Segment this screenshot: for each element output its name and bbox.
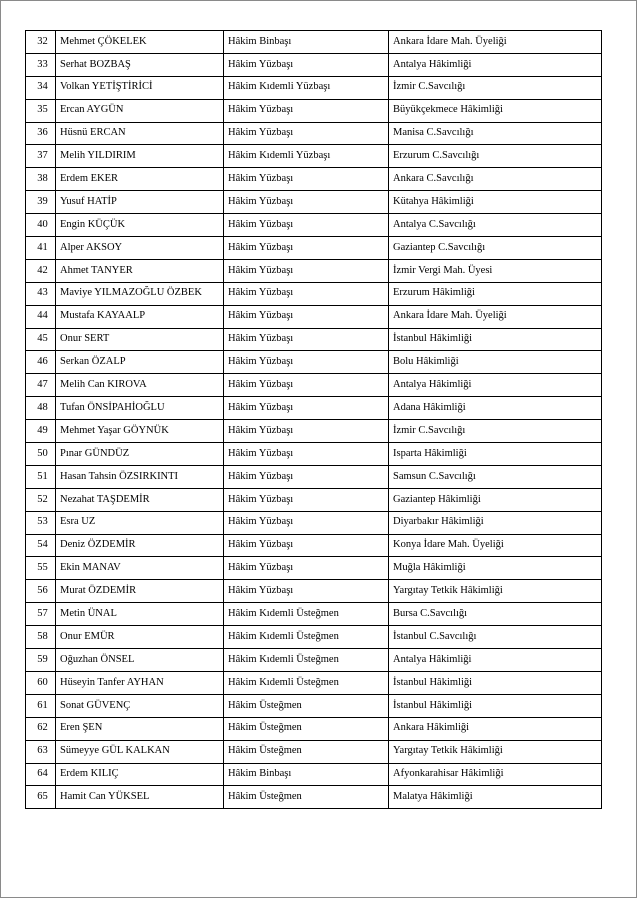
assignment-cell: Gaziantep C.Savcılığı xyxy=(389,237,602,260)
table-row xyxy=(26,374,602,397)
rank-cell: Hâkim Yüzbaşı xyxy=(224,443,389,466)
table-row xyxy=(26,328,602,351)
table-row xyxy=(26,626,602,649)
name-cell: Tufan ÖNSİPAHİOĞLU xyxy=(56,397,224,420)
rank-cell: Hâkim Yüzbaşı xyxy=(224,99,389,122)
rank-cell: Hâkim Kıdemli Üsteğmen xyxy=(224,603,389,626)
row-number-cell: 44 xyxy=(26,305,56,328)
table-row xyxy=(26,740,602,763)
name-cell: Erdem EKER xyxy=(56,168,224,191)
row-number-cell: 48 xyxy=(26,397,56,420)
name-cell: Melih YILDIRIM xyxy=(56,145,224,168)
row-number-cell: 54 xyxy=(26,534,56,557)
row-number-cell: 36 xyxy=(26,122,56,145)
row-number-cell: 46 xyxy=(26,351,56,374)
rank-cell: Hâkim Yüzbaşı xyxy=(224,237,389,260)
table-row xyxy=(26,786,602,809)
row-number-cell: 47 xyxy=(26,374,56,397)
assignment-cell: Isparta Hâkimliği xyxy=(389,443,602,466)
row-number-cell: 32 xyxy=(26,31,56,54)
name-cell: Yusuf HATİP xyxy=(56,191,224,214)
assignment-cell: Ankara C.Savcılığı xyxy=(389,168,602,191)
name-cell: Volkan YETİŞTİRİCİ xyxy=(56,76,224,99)
row-number-cell: 37 xyxy=(26,145,56,168)
assignment-cell: Antalya Hâkimliği xyxy=(389,53,602,76)
assignment-cell: Gaziantep Hâkimliği xyxy=(389,488,602,511)
assignment-cell: İstanbul Hâkimliği xyxy=(389,694,602,717)
rank-cell: Hâkim Yüzbaşı xyxy=(224,53,389,76)
name-cell: Alper AKSOY xyxy=(56,237,224,260)
name-cell: Esra UZ xyxy=(56,511,224,534)
table-row xyxy=(26,214,602,237)
name-cell: Sümeyye GÜL KALKAN xyxy=(56,740,224,763)
name-cell: Hamit Can YÜKSEL xyxy=(56,786,224,809)
name-cell: Serhat BOZBAŞ xyxy=(56,53,224,76)
assignment-cell: Muğla Hâkimliği xyxy=(389,557,602,580)
name-cell: Nezahat TAŞDEMİR xyxy=(56,488,224,511)
row-number-cell: 62 xyxy=(26,717,56,740)
rank-cell: Hâkim Yüzbaşı xyxy=(224,557,389,580)
rank-cell: Hâkim Yüzbaşı xyxy=(224,305,389,328)
row-number-cell: 51 xyxy=(26,465,56,488)
assignment-cell: Ankara İdare Mah. Üyeliği xyxy=(389,31,602,54)
row-number-cell: 63 xyxy=(26,740,56,763)
rank-cell: Hâkim Üsteğmen xyxy=(224,786,389,809)
row-number-cell: 39 xyxy=(26,191,56,214)
row-number-cell: 53 xyxy=(26,511,56,534)
name-cell: Metin ÜNAL xyxy=(56,603,224,626)
name-cell: Deniz ÖZDEMİR xyxy=(56,534,224,557)
name-cell: Eren ŞEN xyxy=(56,717,224,740)
assignment-cell: Antalya C.Savcılığı xyxy=(389,214,602,237)
rank-cell: Hâkim Kıdemli Üsteğmen xyxy=(224,671,389,694)
rank-cell: Hâkim Yüzbaşı xyxy=(224,465,389,488)
assignment-cell: Bolu Hâkimliği xyxy=(389,351,602,374)
name-cell: Melih Can KIROVA xyxy=(56,374,224,397)
name-cell: Ekin MANAV xyxy=(56,557,224,580)
name-cell: Mehmet ÇÖKELEK xyxy=(56,31,224,54)
rank-cell: Hâkim Yüzbaşı xyxy=(224,214,389,237)
name-cell: Hüseyin Tanfer AYHAN xyxy=(56,671,224,694)
table-row xyxy=(26,717,602,740)
rank-cell: Hâkim Üsteğmen xyxy=(224,740,389,763)
rank-cell: Hâkim Yüzbaşı xyxy=(224,282,389,305)
assignment-cell: Malatya Hâkimliği xyxy=(389,786,602,809)
rank-cell: Hâkim Yüzbaşı xyxy=(224,534,389,557)
table-row xyxy=(26,580,602,603)
table-row xyxy=(26,465,602,488)
row-number-cell: 35 xyxy=(26,99,56,122)
name-cell: Murat ÖZDEMİR xyxy=(56,580,224,603)
assignment-cell: İstanbul Hâkimliği xyxy=(389,328,602,351)
assignment-cell: Antalya Hâkimliği xyxy=(389,649,602,672)
name-cell: Onur EMÜR xyxy=(56,626,224,649)
assignment-cell: İstanbul Hâkimliği xyxy=(389,671,602,694)
table-row xyxy=(26,557,602,580)
assignment-cell: Ankara Hâkimliği xyxy=(389,717,602,740)
rank-cell: Hâkim Yüzbaşı xyxy=(224,122,389,145)
row-number-cell: 49 xyxy=(26,420,56,443)
table-row xyxy=(26,763,602,786)
row-number-cell: 56 xyxy=(26,580,56,603)
assignment-cell: İzmir C.Savcılığı xyxy=(389,76,602,99)
row-number-cell: 40 xyxy=(26,214,56,237)
row-number-cell: 65 xyxy=(26,786,56,809)
assignment-cell: Yargıtay Tetkik Hâkimliği xyxy=(389,580,602,603)
row-number-cell: 45 xyxy=(26,328,56,351)
table-row xyxy=(26,443,602,466)
name-cell: Hasan Tahsin ÖZSIRKINTI xyxy=(56,465,224,488)
assignment-cell: Bursa C.Savcılığı xyxy=(389,603,602,626)
assignment-cell: Antalya Hâkimliği xyxy=(389,374,602,397)
table-row xyxy=(26,31,602,54)
rank-cell: Hâkim Yüzbaşı xyxy=(224,259,389,282)
assignment-cell: Afyonkarahisar Hâkimliği xyxy=(389,763,602,786)
row-number-cell: 42 xyxy=(26,259,56,282)
rank-cell: Hâkim Yüzbaşı xyxy=(224,328,389,351)
name-cell: Ahmet TANYER xyxy=(56,259,224,282)
rank-cell: Hâkim Yüzbaşı xyxy=(224,511,389,534)
table-row xyxy=(26,397,602,420)
row-number-cell: 33 xyxy=(26,53,56,76)
table-row xyxy=(26,145,602,168)
table-row xyxy=(26,694,602,717)
assignment-cell: Diyarbakır Hâkimliği xyxy=(389,511,602,534)
personnel-table xyxy=(25,30,602,809)
assignment-cell: İzmir C.Savcılığı xyxy=(389,420,602,443)
table-row xyxy=(26,282,602,305)
table-row xyxy=(26,99,602,122)
name-cell: Ercan AYGÜN xyxy=(56,99,224,122)
table-row xyxy=(26,259,602,282)
table-row xyxy=(26,511,602,534)
table-row xyxy=(26,420,602,443)
assignment-cell: Erzurum C.Savcılığı xyxy=(389,145,602,168)
assignment-cell: Kütahya Hâkimliği xyxy=(389,191,602,214)
name-cell: Sonat GÜVENÇ xyxy=(56,694,224,717)
rank-cell: Hâkim Üsteğmen xyxy=(224,694,389,717)
table-row xyxy=(26,351,602,374)
name-cell: Pınar GÜNDÜZ xyxy=(56,443,224,466)
table-row xyxy=(26,671,602,694)
rank-cell: Hâkim Kıdemli Üsteğmen xyxy=(224,649,389,672)
table-row xyxy=(26,649,602,672)
name-cell: Maviye YILMAZOĞLU ÖZBEK xyxy=(56,282,224,305)
name-cell: Onur SERT xyxy=(56,328,224,351)
assignment-cell: Yargıtay Tetkik Hâkimliği xyxy=(389,740,602,763)
table-row xyxy=(26,53,602,76)
row-number-cell: 52 xyxy=(26,488,56,511)
assignment-cell: Samsun C.Savcılığı xyxy=(389,465,602,488)
name-cell: Serkan ÖZALP xyxy=(56,351,224,374)
assignment-cell: Büyükçekmece Hâkimliği xyxy=(389,99,602,122)
name-cell: Mustafa KAYAALP xyxy=(56,305,224,328)
rank-cell: Hâkim Yüzbaşı xyxy=(224,191,389,214)
rank-cell: Hâkim Yüzbaşı xyxy=(224,420,389,443)
rank-cell: Hâkim Yüzbaşı xyxy=(224,374,389,397)
name-cell: Oğuzhan ÖNSEL xyxy=(56,649,224,672)
row-number-cell: 34 xyxy=(26,76,56,99)
table-row xyxy=(26,191,602,214)
rank-cell: Hâkim Yüzbaşı xyxy=(224,397,389,420)
assignment-cell: Erzurum Hâkimliği xyxy=(389,282,602,305)
table-row xyxy=(26,237,602,260)
rank-cell: Hâkim Yüzbaşı xyxy=(224,488,389,511)
row-number-cell: 41 xyxy=(26,237,56,260)
rank-cell: Hâkim Kıdemli Yüzbaşı xyxy=(224,145,389,168)
name-cell: Engin KÜÇÜK xyxy=(56,214,224,237)
row-number-cell: 58 xyxy=(26,626,56,649)
rank-cell: Hâkim Kıdemli Üsteğmen xyxy=(224,626,389,649)
row-number-cell: 57 xyxy=(26,603,56,626)
name-cell: Erdem KILIÇ xyxy=(56,763,224,786)
row-number-cell: 61 xyxy=(26,694,56,717)
table-row xyxy=(26,76,602,99)
row-number-cell: 43 xyxy=(26,282,56,305)
table-row xyxy=(26,534,602,557)
table-row xyxy=(26,122,602,145)
row-number-cell: 38 xyxy=(26,168,56,191)
table-row xyxy=(26,488,602,511)
rank-cell: Hâkim Yüzbaşı xyxy=(224,351,389,374)
table-row xyxy=(26,603,602,626)
rank-cell: Hâkim Kıdemli Yüzbaşı xyxy=(224,76,389,99)
assignment-cell: Manisa C.Savcılığı xyxy=(389,122,602,145)
name-cell: Mehmet Yaşar GÖYNÜK xyxy=(56,420,224,443)
rank-cell: Hâkim Binbaşı xyxy=(224,31,389,54)
assignment-cell: İzmir Vergi Mah. Üyesi xyxy=(389,259,602,282)
personnel-table-body xyxy=(26,31,602,809)
assignment-cell: İstanbul C.Savcılığı xyxy=(389,626,602,649)
row-number-cell: 64 xyxy=(26,763,56,786)
rank-cell: Hâkim Binbaşı xyxy=(224,763,389,786)
assignment-cell: Ankara İdare Mah. Üyeliği xyxy=(389,305,602,328)
rank-cell: Hâkim Yüzbaşı xyxy=(224,580,389,603)
rank-cell: Hâkim Üsteğmen xyxy=(224,717,389,740)
name-cell: Hüsnü ERCAN xyxy=(56,122,224,145)
row-number-cell: 59 xyxy=(26,649,56,672)
table-row xyxy=(26,168,602,191)
row-number-cell: 50 xyxy=(26,443,56,466)
assignment-cell: Adana Hâkimliği xyxy=(389,397,602,420)
row-number-cell: 55 xyxy=(26,557,56,580)
rank-cell: Hâkim Yüzbaşı xyxy=(224,168,389,191)
assignment-cell: Konya İdare Mah. Üyeliği xyxy=(389,534,602,557)
row-number-cell: 60 xyxy=(26,671,56,694)
table-row xyxy=(26,305,602,328)
